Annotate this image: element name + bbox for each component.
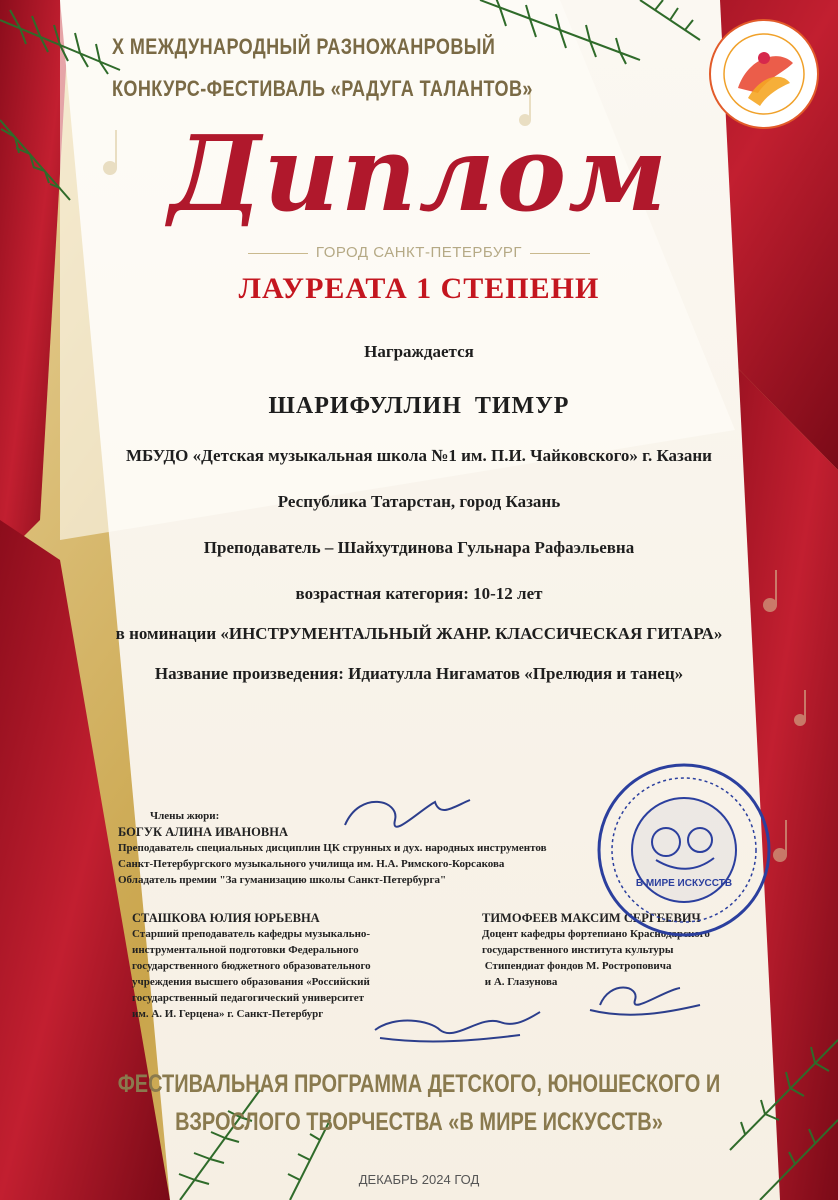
footer-line1: ФЕСТИВАЛЬНАЯ ПРОГРАММА ДЕТСКОГО, ЮНОШЕСКОГО И [117,1070,721,1098]
jury-member-1-line: Обладатель премии "За гуманизацию школы Санкт-Петербурга" [118,874,447,886]
jury-member-2-line: им. А. И. Герцена» г. Санкт-Петербург [132,1008,324,1020]
nomination-line: в номинации «ИНСТРУМЕНТАЛЬНЫЙ ЖАНР. КЛАССИЧЕСКАЯ ГИТАРА» [115,624,723,643]
footer-line2: ВЗРОСЛОГО ТВОРЧЕСТВА «В МИРЕ ИСКУССТВ» [175,1108,663,1136]
jury-member-1-name: БОГУК АЛИНА ИВАНОВНА [118,825,288,839]
festival-title-line2: КОНКУРС-ФЕСТИВАЛЬ «РАДУГА ТАЛАНТОВ» [112,76,533,101]
jury-member-3-line: Доцент кафедры фортепиано Краснодарского [482,928,710,940]
jury-member-3-line: и А. Глазунова [482,976,558,988]
official-stamp [596,762,772,938]
jury-label: Члены жюри: [150,810,220,822]
city-label: ГОРОД САНКТ-ПЕТЕРБУРГ [315,244,523,261]
divider-right [530,253,590,254]
jury-member-2-name: СТАШКОВА ЮЛИЯ ЮРЬЕВНА [132,911,320,925]
jury-member-3-line: государственного института культуры [482,944,674,956]
piece-line: Название произведения: Идиатулла Нигаматов «Прелюдия и танец» [154,664,684,683]
age-category-line: возрастная категория: 10-12 лет [295,584,543,603]
jury-member-1-line: Санкт-Петербургского музыкального училища им. Н.А. Римского-Корсакова [118,858,505,870]
diploma-title: Диплом [168,112,670,235]
jury-member-1-line: Преподаватель специальных дисциплин ЦК струнных и дух. народных инструментов [118,842,547,854]
school-line: МБУДО «Детская музыкальная школа №1 им. П.И. Чайковского» г. Казани [126,446,712,465]
teacher-line: Преподаватель – Шайхутдинова Гульнара Рафаэльевна [203,538,635,557]
jury-member-3-line: Стипендиат фондов М. Ростроповича [482,960,672,972]
city-row [0,244,838,262]
jury-member-3-name: ТИМОФЕЕВ МАКСИМ СЕРГЕЕВИЧ [482,911,701,925]
degree-title: ЛАУРЕАТА 1 СТЕПЕНИ [238,272,600,305]
divider-left [248,253,308,254]
festival-title-line1: X МЕЖДУНАРОДНЫЙ РАЗНОЖАНРОВЫЙ [112,34,496,59]
jury-member-2-line: Старший преподаватель кафедры музыкально- [132,928,371,940]
jury-member-2-line: государственного бюджетного образовательного [132,960,371,972]
jury-member-2-line: учреждения высшего образования «Российский [132,976,370,988]
jury-member-2-line: инструментальной подготовки Федерального [132,944,359,956]
stamp-text: В МИРЕ ИСКУССТВ [635,878,733,889]
region-line: Республика Татарстан, город Казань [277,492,561,511]
jury-member-2 [132,910,371,1022]
awarded-label: Награждается [364,342,474,361]
jury-member-1 [118,824,547,888]
issue-date: ДЕКАБРЬ 2024 ГОД [358,1172,480,1187]
recipient-name: ШАРИФУЛЛИН ТИМУР [268,393,570,419]
jury-member-2-line: государственный педагогический университет [132,992,364,1004]
